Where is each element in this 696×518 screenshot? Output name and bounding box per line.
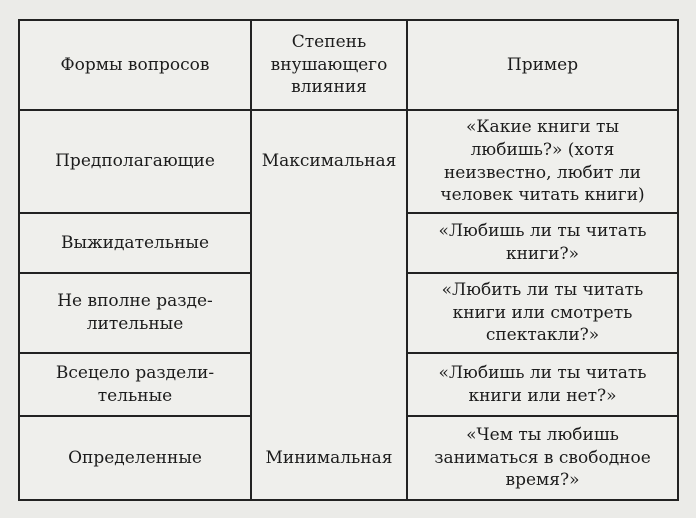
influence-min — [252, 417, 406, 499]
table-row-4-example — [408, 354, 677, 415]
table-row-4-form — [20, 354, 250, 415]
influence-max — [252, 111, 406, 212]
header-influence-label: Степень внушающего влияния — [270, 31, 388, 98]
table-row-5-example — [408, 417, 677, 499]
table-row-3-form — [20, 274, 250, 352]
table-row-3-example — [408, 274, 677, 352]
row-5-example-label: «Чем ты любишь заниматься в свободное время?» — [434, 424, 651, 491]
table-row-1-example — [408, 111, 677, 212]
table-row-2-example — [408, 214, 677, 272]
questions-table — [18, 19, 679, 501]
row-2-form-label: Выжидательные — [60, 232, 210, 253]
row-3-example-label: «Любить ли ты читать книги или смотреть спектакли?» — [441, 279, 644, 346]
influence-min-label: Минимальная — [265, 447, 393, 468]
row-2-example-label: «Любишь ли ты читать книги?» — [438, 221, 647, 264]
row-1-example-label: «Какие книги ты любишь?» (хотя неизвестно, любит ли человек читать книги) — [440, 116, 645, 206]
row-1-form-label: Предполагающие — [55, 151, 215, 172]
table-row-2-form — [20, 214, 250, 272]
row-4-example-label: «Любишь ли ты читать книги или нет?» — [438, 362, 647, 406]
header-form-label: Формы вопросов — [60, 54, 210, 75]
row-4-form-label: Всецело раздели- тельные — [55, 362, 215, 406]
header-form — [20, 21, 250, 109]
influence-max-label: Максимальная — [261, 151, 397, 172]
header-example — [408, 21, 677, 109]
row-3-form-label: Не вполне разде- лительные — [57, 291, 213, 334]
row-5-form-label: Определенные — [68, 447, 202, 468]
header-influence — [252, 21, 406, 109]
header-example-label: Пример — [506, 54, 579, 75]
table-row-5-form — [20, 417, 250, 499]
table-row-1-form — [20, 111, 250, 212]
